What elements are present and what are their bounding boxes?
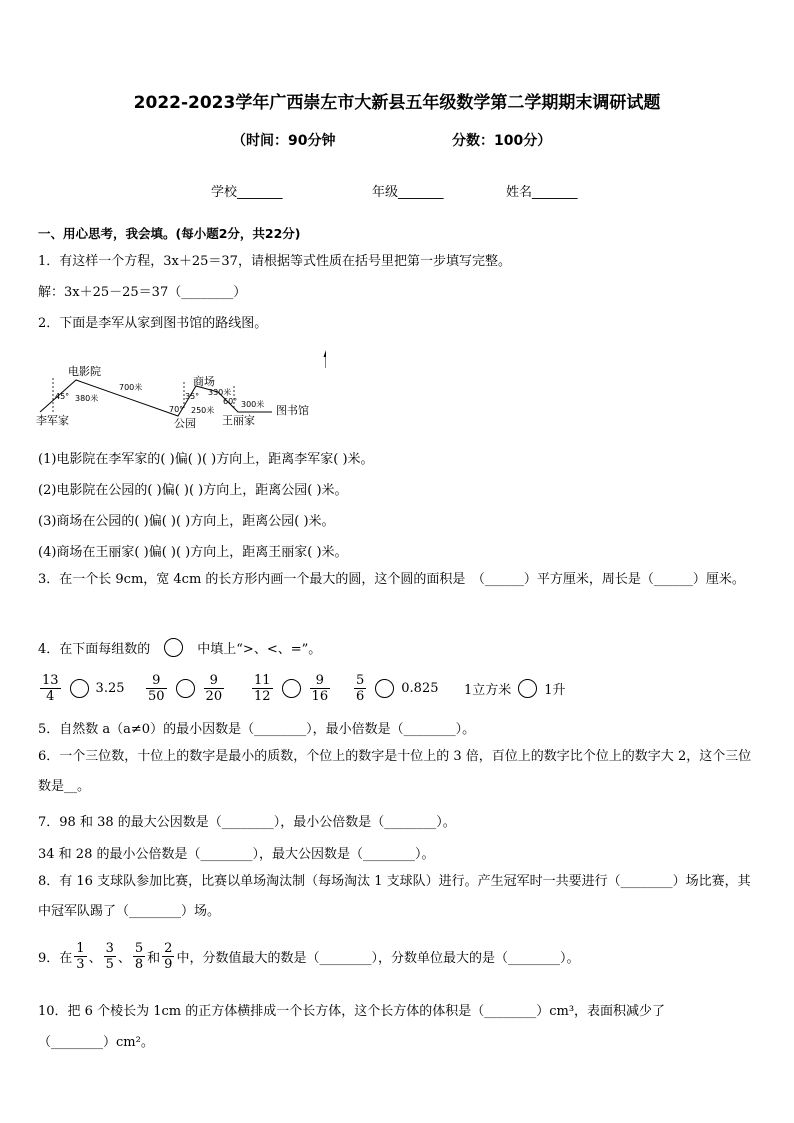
- q9-separator: 、: [117, 951, 131, 966]
- name-field: 姓名_______: [506, 185, 578, 200]
- map-dist-3: 250米: [191, 406, 215, 415]
- question-2-sub-4: (4)商场在王丽家( )偏( )( )方向上，距离王丽家( )米。: [38, 545, 348, 560]
- question-2-sub-1: (1)电影院在李军家的( )偏( )( )方向上，距离李军家( )米。: [38, 452, 374, 467]
- q9-suffix: 中，分数值最大的数是（________），分数单位最大的是（________）。: [176, 951, 580, 966]
- comparison-row: [38, 668, 566, 708]
- fraction: $\frac{11}{12}$: [254, 672, 271, 704]
- school-field: 学校_______: [211, 185, 283, 200]
- question-4-text-b: 中填上“>、<、=”。: [197, 642, 322, 657]
- comparison-item: [144, 673, 250, 704]
- comparison-item: [464, 679, 566, 698]
- map-dist-1: 380米: [75, 394, 99, 403]
- map-angle-1: 45°: [55, 392, 70, 401]
- compare-circle[interactable]: [282, 679, 301, 698]
- question-8: 8．有 16 支球队参加比赛，比赛以单场淘汰制（每场淘汰 1 支球队）进行。产生冠军时一共要进行（________）场比赛，其中冠军队踢了（________）场。: [38, 874, 751, 919]
- compare-circle[interactable]: [518, 679, 537, 698]
- question-2-sub-3: (3)商场在公园的( )偏( )( )方向上，距离公园( )米。: [38, 514, 335, 529]
- grade-field: 年级_______: [372, 185, 444, 200]
- question-2-sub-2: (2)电影院在公园的( )偏( )( )方向上，距离公园( )米。: [38, 483, 348, 498]
- compare-value: 1升: [544, 682, 566, 698]
- q9-and: 和: [147, 951, 161, 966]
- map-dist-2: 700米: [119, 383, 143, 392]
- compare-value: 0.825: [401, 680, 439, 696]
- route-map: [36, 340, 326, 435]
- fraction: $\frac{9}{50}$: [148, 672, 165, 704]
- map-label-wang-home: 王丽家: [222, 414, 255, 427]
- compare-value: 1立方米: [464, 682, 512, 698]
- section-heading: 一、用心思考，我会填。(每小题2分，共22分): [38, 226, 301, 241]
- exam-score: 分数：100分）: [452, 133, 552, 149]
- comparison-item: [352, 673, 464, 704]
- question-1-solution: 解：3x＋25－25＝37（________）: [38, 285, 247, 300]
- fraction: $\frac{2}{9}$: [164, 941, 173, 972]
- question-10-line-2: （________）cm²。: [38, 1035, 154, 1050]
- exam-time: （时间：90分钟: [232, 133, 336, 149]
- map-angle-2: 70°: [169, 405, 184, 414]
- blank-circle-icon: [164, 638, 183, 657]
- question-6: 6．一个三位数，十位上的数字是最小的质数，个位上的数字是十位上的 3 倍，百位上的数字比个位上的数字大 2，这个三位数是__。: [38, 749, 752, 794]
- fraction: $\frac{5}{8}$: [134, 941, 144, 972]
- compare-circle[interactable]: [176, 679, 195, 698]
- map-angle-3: 35°: [185, 392, 200, 401]
- comparison-item: [38, 673, 144, 704]
- question-9: [38, 941, 579, 972]
- map-label-cinema: 电影院: [68, 365, 101, 378]
- fraction: $\frac{3}{5}$: [105, 941, 114, 972]
- comparison-item: [250, 673, 352, 704]
- question-4-text-a: 4．在下面每组数的: [38, 642, 151, 657]
- q9-separator: 、: [88, 951, 102, 966]
- question-7-line-2: 34 和 28 的最小公倍数是（________），最大公因数是（________）。: [38, 847, 435, 862]
- question-7-line-1: 7．98 和 38 的最大公因数是（________），最小公倍数是（________）。: [38, 815, 456, 830]
- map-label-home: 李军家: [36, 414, 69, 427]
- question-1: 1．有这样一个方程，3x＋25＝37，请根据等式性质在括号里把第一步填写完整。: [38, 254, 511, 269]
- map-angle-4: 60°: [223, 397, 238, 406]
- fraction: $\frac{9}{20}$: [205, 672, 223, 704]
- fraction: $\frac{1}{3}$: [76, 941, 85, 972]
- question-10-line-1: 10．把 6 个棱长为 1cm 的正方体横排成一个长方体，这个长方体的体积是（________）cm³，表面积减少了: [38, 1004, 666, 1019]
- question-2: 2．下面是李军从家到图书馆的路线图。: [38, 316, 268, 331]
- map-label-park: 公园: [174, 417, 196, 430]
- map-label-mall: 商场: [193, 375, 215, 388]
- question-5: 5．自然数 a（a≠0）的最小因数是（________），最小倍数是（________）。: [38, 722, 476, 737]
- north-arrow-icon: [324, 350, 327, 368]
- question-4: [38, 638, 321, 657]
- map-dist-4: 330米: [208, 388, 232, 397]
- q9-prefix: 9．在: [38, 951, 73, 966]
- compare-value: 3.25: [95, 680, 125, 696]
- map-label-library: 图书馆: [276, 404, 309, 417]
- question-3: 3．在一个长 9cm，宽 4cm 的长方形内画一个最大的圆，这个圆的面积是 （______）平方厘米，周长是（______）厘米。: [38, 572, 745, 587]
- fraction: $\frac{9}{16}$: [311, 672, 329, 704]
- page-title: 2022-2023学年广西崇左市大新县五年级数学第二学期期末调研试题: [133, 93, 661, 113]
- fraction: $\frac{5}{6}$: [356, 672, 365, 704]
- map-dist-5: 300米: [241, 400, 265, 409]
- compare-circle[interactable]: [70, 679, 89, 698]
- fraction: $\frac{13}{4}$: [42, 672, 59, 704]
- compare-circle[interactable]: [375, 679, 394, 698]
